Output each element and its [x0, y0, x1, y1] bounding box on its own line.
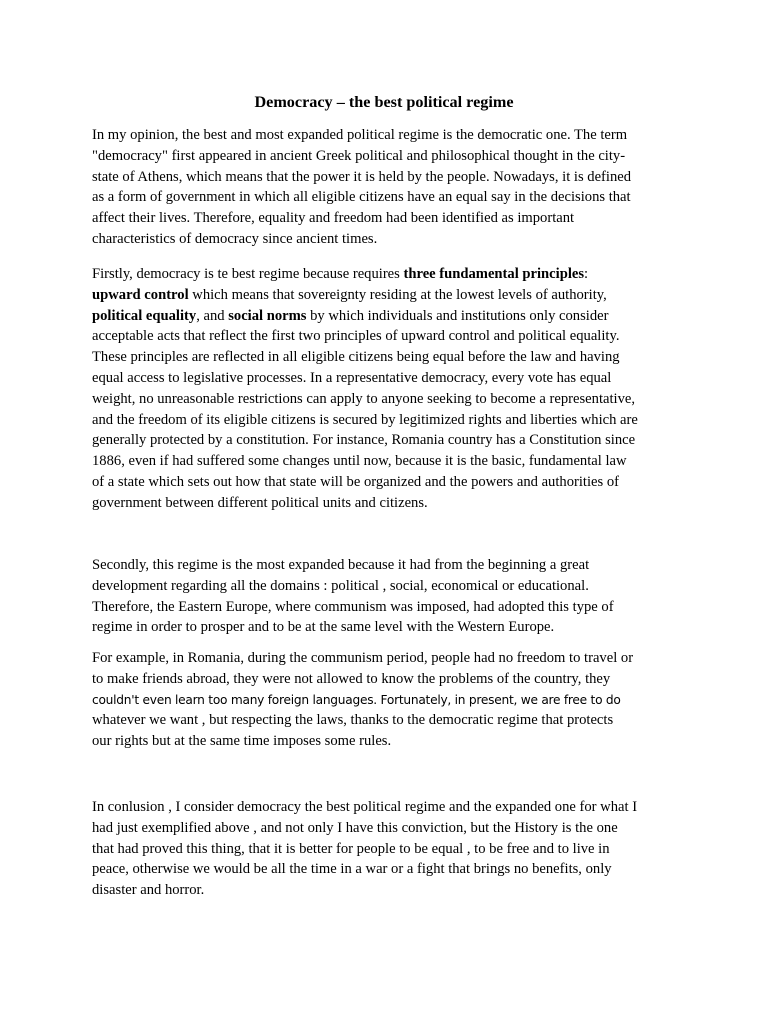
paragraph-introduction	[92, 125, 692, 250]
text-line	[92, 306, 692, 327]
text-line: acceptable acts that reflect the first two principles of upward control and political equality.	[92, 328, 620, 345]
text-line: peace, otherwise we would be all the time in a war or a fight that brings no benefits, only	[92, 861, 612, 878]
text-run: Firstly, democracy is te best regime because requires	[92, 266, 404, 282]
bold-term-political-equality: political equality	[92, 307, 197, 324]
text-line: characteristics of democracy since ancient times.	[92, 230, 378, 247]
paragraph-firstly	[92, 264, 692, 514]
text-line: development regarding all the domains : political , social, economical or educational.	[92, 577, 589, 594]
text-line: "democracy" first appeared in ancient Greek political and philosophical thought in the city-	[92, 147, 626, 164]
bold-term-three-principles: three fundamental principles	[403, 266, 585, 282]
text-line: whatever we want , but respecting the laws, thanks to the democratic regime that protects	[92, 712, 614, 729]
text-line: equal access to legislative processes. In a representative democracy, every vote has equal	[92, 369, 612, 386]
text-line: our rights but at the same time imposes some rules.	[92, 733, 392, 750]
text-line	[92, 285, 692, 306]
text-line: and the freedom of its eligible citizens is secured by legitimized rights and liberties which are	[92, 411, 638, 428]
text-line: 1886, even if had suffered some changes until now, because it is the basic, fundamental law	[92, 453, 627, 470]
text-line: weight, no unreasonable restrictions can apply to anyone seeking to become a representative,	[92, 390, 636, 407]
bold-term-upward-control: upward control	[92, 286, 189, 303]
text-line: In my opinion, the best and most expanded political regime is the democratic one. The term	[92, 127, 628, 143]
text-line: Secondly, this regime is the most expanded because it had from the beginning a great	[92, 557, 590, 573]
text-line: regime in order to prosper and to be at the same level with the Western Europe.	[92, 619, 555, 636]
document-title: Democracy – the best political regime	[254, 93, 514, 111]
paragraph-conclusion	[92, 797, 692, 901]
text-line: In conlusion , I consider democracy the best political regime and the expanded one for what I	[92, 799, 638, 815]
text-line: Therefore, the Eastern Europe, where communism was imposed, had adopted this type of	[92, 598, 614, 615]
text-line: that had proved this thing, that it is better for people to be equal , to be free and to live in	[92, 840, 610, 857]
text-line: state of Athens, which means that the power it is held by the people. Nowadays, it is defined	[92, 168, 632, 185]
text-run: by which individuals and institutions only consider	[306, 307, 609, 324]
paragraph-example	[92, 648, 692, 752]
text-line-alternate-font: couldn't even learn too many foreign languages. Fortunately, in present, we are free to do	[92, 692, 621, 707]
text-line: of a state which sets out how that state will be organized and the powers and authorities of	[92, 473, 619, 490]
text-line: government between different political units and citizens.	[92, 494, 428, 511]
text-run: , and	[196, 307, 229, 324]
text-line	[92, 264, 692, 285]
paragraph-secondly	[92, 555, 692, 638]
text-line: had just exemplified above , and not only I have this conviction, but the History is the one	[92, 819, 618, 836]
bold-term-social-norms: social norms	[228, 307, 307, 324]
text-run: :	[584, 266, 589, 282]
text-line: affect their lives. Therefore, equality and freedom had been identified as important	[92, 210, 575, 227]
text-line: to make friends abroad, they were not allowed to know the problems of the country, they	[92, 670, 611, 687]
text-line: For example, in Romania, during the communism period, people had no freedom to travel or	[92, 650, 634, 666]
text-line: generally protected by a constitution. For instance, Romania country has a Constitution since	[92, 432, 636, 449]
text-run: which means that sovereignty residing at the lowest levels of authority,	[188, 286, 607, 303]
text-line: as a form of government in which all eligible citizens have an equal say in the decisions that	[92, 189, 631, 206]
text-line: These principles are reflected in all eligible citizens being equal before the law and having	[92, 349, 620, 366]
text-line: disaster and horror.	[92, 882, 205, 899]
